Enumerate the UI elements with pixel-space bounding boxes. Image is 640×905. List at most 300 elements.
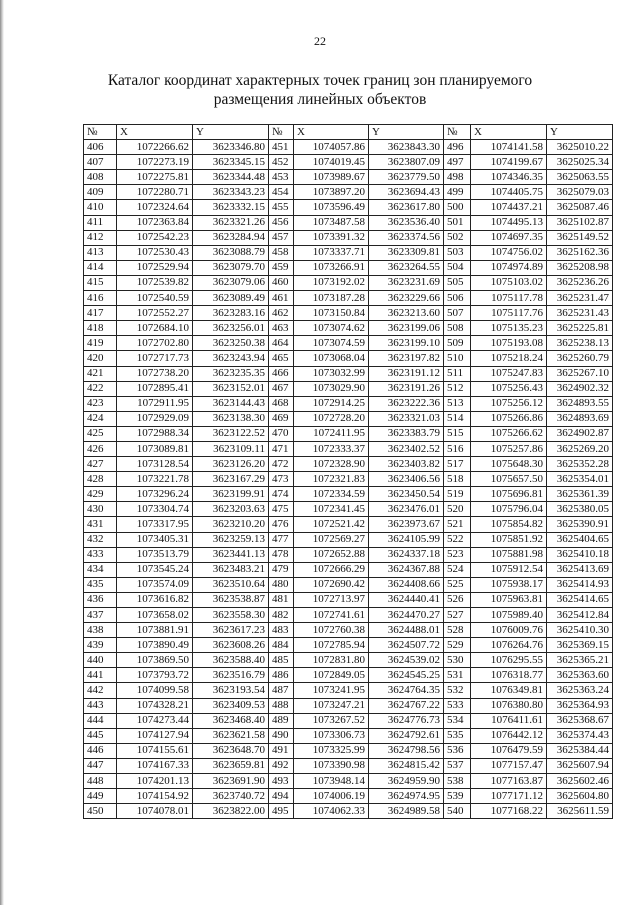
cell-y-coordinate: 3625374.43	[547, 728, 613, 743]
cell-point-number: 500	[444, 200, 471, 215]
cell-point-number: 520	[444, 502, 471, 517]
cell-point-number: 407	[84, 155, 117, 170]
cell-y-coordinate: 3623406.56	[369, 472, 444, 487]
cell-point-number: 494	[269, 789, 294, 804]
cell-point-number: 515	[444, 426, 471, 441]
cell-x-coordinate: 1074057.86	[294, 140, 369, 155]
cell-x-coordinate: 1075256.12	[471, 396, 547, 411]
cell-x-coordinate: 1076295.55	[471, 653, 547, 668]
table-row	[84, 623, 613, 638]
cell-y-coordinate: 3623283.16	[193, 306, 269, 321]
cell-point-number: 427	[84, 457, 117, 472]
cell-point-number: 508	[444, 321, 471, 336]
cell-point-number: 505	[444, 275, 471, 290]
cell-x-coordinate: 1075912.54	[471, 562, 547, 577]
cell-y-coordinate: 3625260.79	[547, 351, 613, 366]
cell-point-number: 502	[444, 230, 471, 245]
table-row	[84, 366, 613, 381]
cell-x-coordinate: 1072341.45	[294, 502, 369, 517]
cell-point-number: 536	[444, 743, 471, 758]
cell-y-coordinate: 3623538.87	[193, 592, 269, 607]
cell-x-coordinate: 1077168.22	[471, 804, 547, 819]
cell-y-coordinate: 3625384.44	[547, 743, 613, 758]
cell-x-coordinate: 1072569.27	[294, 532, 369, 547]
table-row	[84, 502, 613, 517]
cell-y-coordinate: 3624764.35	[369, 683, 444, 698]
cell-y-coordinate: 3625604.80	[547, 789, 613, 804]
cell-x-coordinate: 1075103.02	[471, 275, 547, 290]
cell-x-coordinate: 1074328.21	[117, 698, 193, 713]
cell-point-number: 460	[269, 275, 294, 290]
cell-y-coordinate: 3623199.10	[369, 336, 444, 351]
table-row	[84, 683, 613, 698]
cell-x-coordinate: 1073192.02	[294, 275, 369, 290]
cell-point-number: 452	[269, 155, 294, 170]
cell-x-coordinate: 1072849.05	[294, 668, 369, 683]
cell-x-coordinate: 1074078.01	[117, 804, 193, 819]
cell-point-number: 486	[269, 668, 294, 683]
cell-y-coordinate: 3624815.42	[369, 758, 444, 773]
cell-y-coordinate: 3623309.81	[369, 245, 444, 260]
cell-point-number: 521	[444, 517, 471, 532]
cell-x-coordinate: 1072785.94	[294, 638, 369, 653]
cell-x-coordinate: 1072542.23	[117, 230, 193, 245]
cell-y-coordinate: 3623483.21	[193, 562, 269, 577]
cell-x-coordinate: 1072334.59	[294, 487, 369, 502]
cell-y-coordinate: 3623588.40	[193, 653, 269, 668]
cell-y-coordinate: 3623345.15	[193, 155, 269, 170]
cell-y-coordinate: 3624488.01	[369, 623, 444, 638]
cell-point-number: 474	[269, 487, 294, 502]
cell-y-coordinate: 3625361.39	[547, 487, 613, 502]
cell-y-coordinate: 3625267.10	[547, 366, 613, 381]
cell-point-number: 530	[444, 653, 471, 668]
cell-y-coordinate: 3625602.46	[547, 774, 613, 789]
cell-point-number: 459	[269, 260, 294, 275]
cell-y-coordinate: 3623450.54	[369, 487, 444, 502]
cell-point-number: 490	[269, 728, 294, 743]
cell-point-number: 504	[444, 260, 471, 275]
cell-x-coordinate: 1074201.13	[117, 774, 193, 789]
column-header-x-coordinate: X	[117, 125, 193, 140]
cell-y-coordinate: 3625413.69	[547, 562, 613, 577]
table-row	[84, 155, 613, 170]
table-row	[84, 215, 613, 230]
cell-y-coordinate: 3624902.87	[547, 426, 613, 441]
cell-y-coordinate: 3625102.87	[547, 215, 613, 230]
cell-x-coordinate: 1075854.82	[471, 517, 547, 532]
cell-point-number: 514	[444, 411, 471, 426]
cell-x-coordinate: 1077157.47	[471, 758, 547, 773]
table-row	[84, 472, 613, 487]
column-header-point-number: №	[269, 125, 294, 140]
cell-y-coordinate: 3623516.79	[193, 668, 269, 683]
cell-x-coordinate: 1072540.59	[117, 291, 193, 306]
cell-x-coordinate: 1072411.95	[294, 426, 369, 441]
cell-x-coordinate: 1073390.98	[294, 758, 369, 773]
cell-y-coordinate: 3625354.01	[547, 472, 613, 487]
cell-x-coordinate: 1072914.25	[294, 396, 369, 411]
cell-x-coordinate: 1076442.12	[471, 728, 547, 743]
document-title	[60, 71, 580, 109]
cell-y-coordinate: 3623109.11	[193, 441, 269, 456]
cell-x-coordinate: 1072529.94	[117, 260, 193, 275]
cell-y-coordinate: 3623250.38	[193, 336, 269, 351]
cell-point-number: 512	[444, 381, 471, 396]
cell-x-coordinate: 1076411.61	[471, 713, 547, 728]
cell-y-coordinate: 3625363.60	[547, 668, 613, 683]
cell-y-coordinate: 3625611.59	[547, 804, 613, 819]
cell-point-number: 435	[84, 577, 117, 592]
table-row	[84, 306, 613, 321]
cell-point-number: 424	[84, 411, 117, 426]
cell-x-coordinate: 1072831.80	[294, 653, 369, 668]
cell-y-coordinate: 3623191.12	[369, 366, 444, 381]
table-row	[84, 140, 613, 155]
cell-x-coordinate: 1072713.97	[294, 592, 369, 607]
cell-x-coordinate: 1077163.87	[471, 774, 547, 789]
table-row	[84, 381, 613, 396]
cell-x-coordinate: 1073150.84	[294, 306, 369, 321]
cell-point-number: 526	[444, 592, 471, 607]
cell-y-coordinate: 3623259.13	[193, 532, 269, 547]
cell-x-coordinate: 1073247.21	[294, 698, 369, 713]
cell-y-coordinate: 3625363.24	[547, 683, 613, 698]
cell-y-coordinate: 3624337.18	[369, 547, 444, 562]
cell-x-coordinate: 1072552.27	[117, 306, 193, 321]
cell-x-coordinate: 1072652.88	[294, 547, 369, 562]
cell-y-coordinate: 3625236.26	[547, 275, 613, 290]
cell-y-coordinate: 3625412.84	[547, 608, 613, 623]
table-row	[84, 170, 613, 185]
column-header-y-coordinate: Y	[369, 125, 444, 140]
document-title-line-2: размещения линейных объектов	[213, 91, 427, 108]
cell-point-number: 449	[84, 789, 117, 804]
cell-point-number: 437	[84, 608, 117, 623]
cell-y-coordinate: 3625238.13	[547, 336, 613, 351]
table-row	[84, 336, 613, 351]
cell-y-coordinate: 3624989.58	[369, 804, 444, 819]
cell-x-coordinate: 1073325.99	[294, 743, 369, 758]
cell-x-coordinate: 1073616.82	[117, 592, 193, 607]
cell-point-number: 430	[84, 502, 117, 517]
cell-point-number: 456	[269, 215, 294, 230]
cell-x-coordinate: 1074405.75	[471, 185, 547, 200]
cell-x-coordinate: 1073897.20	[294, 185, 369, 200]
cell-x-coordinate: 1073266.91	[294, 260, 369, 275]
cell-y-coordinate: 3625231.47	[547, 291, 613, 306]
cell-point-number: 463	[269, 321, 294, 336]
table-row	[84, 321, 613, 336]
cell-point-number: 447	[84, 758, 117, 773]
cell-y-coordinate: 3623126.20	[193, 457, 269, 472]
cell-point-number: 411	[84, 215, 117, 230]
table-header-row	[84, 125, 613, 140]
cell-point-number: 524	[444, 562, 471, 577]
cell-point-number: 472	[269, 457, 294, 472]
cell-point-number: 532	[444, 683, 471, 698]
cell-y-coordinate: 3623346.80	[193, 140, 269, 155]
cell-point-number: 513	[444, 396, 471, 411]
cell-point-number: 523	[444, 547, 471, 562]
cell-point-number: 510	[444, 351, 471, 366]
cell-x-coordinate: 1075117.76	[471, 306, 547, 321]
cell-y-coordinate: 3625390.91	[547, 517, 613, 532]
cell-point-number: 506	[444, 291, 471, 306]
cell-point-number: 464	[269, 336, 294, 351]
table-row	[84, 804, 613, 819]
cell-point-number: 429	[84, 487, 117, 502]
cell-y-coordinate: 3623617.23	[193, 623, 269, 638]
cell-point-number: 451	[269, 140, 294, 155]
column-header-point-number: №	[84, 125, 117, 140]
cell-x-coordinate: 1075266.62	[471, 426, 547, 441]
cell-x-coordinate: 1075135.23	[471, 321, 547, 336]
cell-y-coordinate: 3623617.80	[369, 200, 444, 215]
cell-x-coordinate: 1074154.92	[117, 789, 193, 804]
cell-y-coordinate: 3623343.23	[193, 185, 269, 200]
cell-y-coordinate: 3623229.66	[369, 291, 444, 306]
document-title-line-1: Каталог координат характерных точек границ зон планируемого	[107, 72, 533, 89]
cell-point-number: 529	[444, 638, 471, 653]
cell-y-coordinate: 3625087.46	[547, 200, 613, 215]
cell-y-coordinate: 3623203.63	[193, 502, 269, 517]
cell-point-number: 409	[84, 185, 117, 200]
table-row	[84, 245, 613, 260]
cell-x-coordinate: 1072539.82	[117, 275, 193, 290]
cell-point-number: 481	[269, 592, 294, 607]
cell-point-number: 445	[84, 728, 117, 743]
cell-x-coordinate: 1072702.80	[117, 336, 193, 351]
cell-point-number: 503	[444, 245, 471, 260]
cell-point-number: 540	[444, 804, 471, 819]
cell-x-coordinate: 1073187.28	[294, 291, 369, 306]
cell-x-coordinate: 1076318.77	[471, 668, 547, 683]
cell-point-number: 462	[269, 306, 294, 321]
cell-point-number: 491	[269, 743, 294, 758]
cell-y-coordinate: 3624470.27	[369, 608, 444, 623]
cell-x-coordinate: 1072741.61	[294, 608, 369, 623]
cell-x-coordinate: 1073881.91	[117, 623, 193, 638]
cell-y-coordinate: 3623468.40	[193, 713, 269, 728]
cell-x-coordinate: 1072275.81	[117, 170, 193, 185]
cell-y-coordinate: 3623191.26	[369, 381, 444, 396]
cell-x-coordinate: 1074199.67	[471, 155, 547, 170]
cell-y-coordinate: 3623973.67	[369, 517, 444, 532]
cell-point-number: 501	[444, 215, 471, 230]
cell-point-number: 492	[269, 758, 294, 773]
cell-point-number: 465	[269, 351, 294, 366]
cell-point-number: 446	[84, 743, 117, 758]
cell-x-coordinate: 1072728.20	[294, 411, 369, 426]
cell-point-number: 421	[84, 366, 117, 381]
cell-y-coordinate: 3624539.02	[369, 653, 444, 668]
cell-point-number: 488	[269, 698, 294, 713]
table-row	[84, 260, 613, 275]
cell-x-coordinate: 1073405.31	[117, 532, 193, 547]
cell-point-number: 483	[269, 623, 294, 638]
cell-y-coordinate: 3623691.90	[193, 774, 269, 789]
cell-y-coordinate: 3624798.56	[369, 743, 444, 758]
cell-y-coordinate: 3623210.20	[193, 517, 269, 532]
cell-x-coordinate: 1074167.33	[117, 758, 193, 773]
cell-x-coordinate: 1075696.81	[471, 487, 547, 502]
table-row	[84, 185, 613, 200]
cell-point-number: 413	[84, 245, 117, 260]
cell-point-number: 531	[444, 668, 471, 683]
cell-y-coordinate: 3623403.82	[369, 457, 444, 472]
scan-page-edge	[0, 0, 4, 905]
cell-x-coordinate: 1073545.24	[117, 562, 193, 577]
cell-point-number: 479	[269, 562, 294, 577]
cell-x-coordinate: 1075796.04	[471, 502, 547, 517]
cell-y-coordinate: 3623441.13	[193, 547, 269, 562]
cell-y-coordinate: 3625410.18	[547, 547, 613, 562]
cell-point-number: 423	[84, 396, 117, 411]
cell-y-coordinate: 3623243.94	[193, 351, 269, 366]
cell-y-coordinate: 3623822.00	[193, 804, 269, 819]
cell-point-number: 410	[84, 200, 117, 215]
cell-x-coordinate: 1072280.71	[117, 185, 193, 200]
cell-y-coordinate: 3623264.55	[369, 260, 444, 275]
cell-point-number: 525	[444, 577, 471, 592]
cell-point-number: 432	[84, 532, 117, 547]
table-row	[84, 275, 613, 290]
cell-point-number: 496	[444, 140, 471, 155]
table-row	[84, 577, 613, 592]
cell-point-number: 414	[84, 260, 117, 275]
table-row	[84, 411, 613, 426]
cell-y-coordinate: 3625208.98	[547, 260, 613, 275]
cell-y-coordinate: 3623167.29	[193, 472, 269, 487]
cell-y-coordinate: 3623344.48	[193, 170, 269, 185]
cell-y-coordinate: 3625010.22	[547, 140, 613, 155]
cell-x-coordinate: 1075851.92	[471, 532, 547, 547]
cell-x-coordinate: 1075256.43	[471, 381, 547, 396]
cell-y-coordinate: 3623383.79	[369, 426, 444, 441]
cell-x-coordinate: 1073128.54	[117, 457, 193, 472]
cell-point-number: 528	[444, 623, 471, 638]
cell-y-coordinate: 3625364.93	[547, 698, 613, 713]
cell-y-coordinate: 3623621.58	[193, 728, 269, 743]
cell-x-coordinate: 1072929.09	[117, 411, 193, 426]
cell-point-number: 489	[269, 713, 294, 728]
cell-y-coordinate: 3624507.72	[369, 638, 444, 653]
cell-point-number: 527	[444, 608, 471, 623]
cell-point-number: 478	[269, 547, 294, 562]
cell-x-coordinate: 1077171.12	[471, 789, 547, 804]
table-row	[84, 351, 613, 366]
table-row	[84, 517, 613, 532]
cell-point-number: 438	[84, 623, 117, 638]
table-row	[84, 698, 613, 713]
cell-x-coordinate: 1074346.35	[471, 170, 547, 185]
table-row	[84, 653, 613, 668]
table-row	[84, 547, 613, 562]
cell-point-number: 511	[444, 366, 471, 381]
cell-y-coordinate: 3623807.09	[369, 155, 444, 170]
cell-x-coordinate: 1072328.90	[294, 457, 369, 472]
cell-x-coordinate: 1073317.95	[117, 517, 193, 532]
cell-x-coordinate: 1075989.40	[471, 608, 547, 623]
cell-x-coordinate: 1073869.50	[117, 653, 193, 668]
cell-point-number: 433	[84, 547, 117, 562]
cell-x-coordinate: 1073948.14	[294, 774, 369, 789]
cell-y-coordinate: 3623332.15	[193, 200, 269, 215]
cell-y-coordinate: 3625162.36	[547, 245, 613, 260]
cell-y-coordinate: 3623779.50	[369, 170, 444, 185]
cell-y-coordinate: 3623197.82	[369, 351, 444, 366]
cell-x-coordinate: 1074974.89	[471, 260, 547, 275]
cell-y-coordinate: 3625368.67	[547, 713, 613, 728]
cell-y-coordinate: 3623648.70	[193, 743, 269, 758]
cell-point-number: 412	[84, 230, 117, 245]
cell-point-number: 458	[269, 245, 294, 260]
cell-point-number: 539	[444, 789, 471, 804]
cell-point-number: 480	[269, 577, 294, 592]
cell-y-coordinate: 3623659.81	[193, 758, 269, 773]
cell-point-number: 457	[269, 230, 294, 245]
cell-point-number: 499	[444, 185, 471, 200]
cell-x-coordinate: 1072321.83	[294, 472, 369, 487]
table-row	[84, 532, 613, 547]
cell-y-coordinate: 3625079.03	[547, 185, 613, 200]
cell-x-coordinate: 1075193.08	[471, 336, 547, 351]
table-row	[84, 441, 613, 456]
cell-point-number: 436	[84, 592, 117, 607]
cell-x-coordinate: 1075266.86	[471, 411, 547, 426]
cell-x-coordinate: 1073596.49	[294, 200, 369, 215]
cell-x-coordinate: 1076479.59	[471, 743, 547, 758]
cell-y-coordinate: 3625404.65	[547, 532, 613, 547]
cell-x-coordinate: 1073241.95	[294, 683, 369, 698]
cell-point-number: 518	[444, 472, 471, 487]
cell-x-coordinate: 1075938.17	[471, 577, 547, 592]
cell-y-coordinate: 3625225.81	[547, 321, 613, 336]
cell-point-number: 471	[269, 441, 294, 456]
cell-point-number: 469	[269, 411, 294, 426]
cell-point-number: 538	[444, 774, 471, 789]
cell-point-number: 467	[269, 381, 294, 396]
cell-x-coordinate: 1073221.78	[117, 472, 193, 487]
cell-y-coordinate: 3624545.25	[369, 668, 444, 683]
cell-x-coordinate: 1073989.67	[294, 170, 369, 185]
cell-y-coordinate: 3623558.30	[193, 608, 269, 623]
cell-point-number: 450	[84, 804, 117, 819]
cell-y-coordinate: 3623321.26	[193, 215, 269, 230]
cell-point-number: 441	[84, 668, 117, 683]
cell-y-coordinate: 3624367.88	[369, 562, 444, 577]
cell-y-coordinate: 3623079.70	[193, 260, 269, 275]
coordinates-table	[83, 124, 613, 819]
table-body	[84, 140, 613, 819]
cell-x-coordinate: 1076380.80	[471, 698, 547, 713]
cell-x-coordinate: 1072521.42	[294, 517, 369, 532]
cell-point-number: 477	[269, 532, 294, 547]
cell-point-number: 498	[444, 170, 471, 185]
cell-point-number: 487	[269, 683, 294, 698]
cell-y-coordinate: 3625231.43	[547, 306, 613, 321]
cell-x-coordinate: 1073306.73	[294, 728, 369, 743]
cell-x-coordinate: 1076009.76	[471, 623, 547, 638]
cell-x-coordinate: 1073029.90	[294, 381, 369, 396]
cell-point-number: 533	[444, 698, 471, 713]
cell-y-coordinate: 3623256.01	[193, 321, 269, 336]
table-row	[84, 487, 613, 502]
cell-y-coordinate: 3624959.90	[369, 774, 444, 789]
cell-point-number: 516	[444, 441, 471, 456]
table-row	[84, 743, 613, 758]
